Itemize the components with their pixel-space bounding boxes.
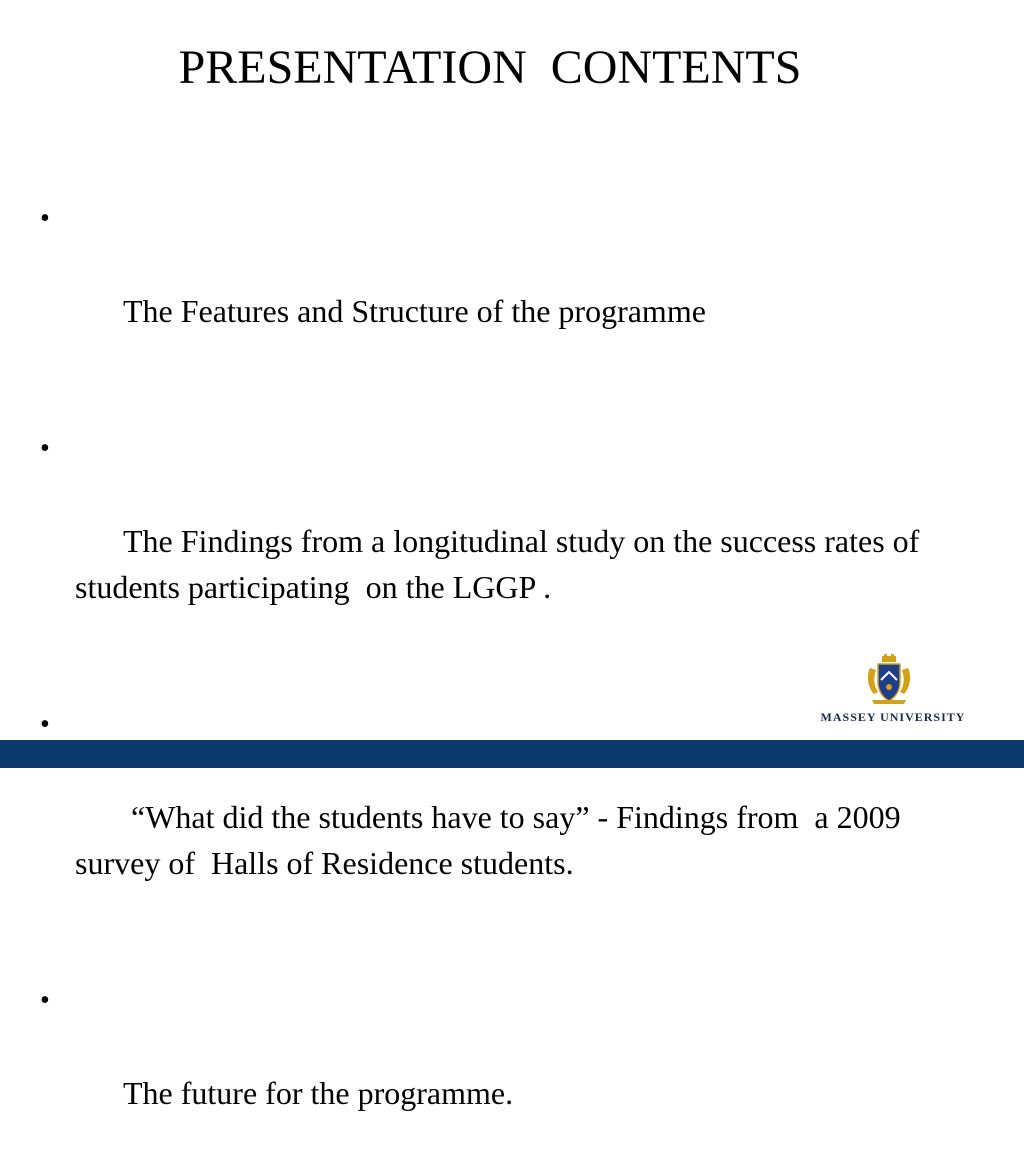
bullet-item-4 — [40, 978, 970, 1162]
bullet-text: The Findings from a longitudinal study on the success rates of students participating on the LGGP . — [75, 523, 936, 605]
logo-wordmark: MASSEY UNIVERSITY — [820, 710, 966, 724]
bullet-item-1 — [40, 196, 970, 380]
footer-bar — [0, 740, 1024, 768]
bullet-text: “What did the students have to say” - Findings from a 2009 survey of Halls of Residence students. — [75, 799, 909, 881]
bullet-text: The Features and Structure of the programme — [123, 293, 706, 329]
bullet-item-3 — [40, 702, 970, 932]
bullet-icon: • — [40, 433, 50, 464]
bullet-item-2 — [40, 426, 970, 656]
bullet-text: The future for the programme. — [123, 1075, 514, 1111]
university-crest-icon — [864, 654, 914, 706]
massey-university-logo — [808, 654, 978, 728]
slide-title: PRESENTATION CONTENTS — [178, 41, 802, 94]
bullet-icon: • — [40, 985, 50, 1016]
bullet-icon: • — [40, 709, 50, 740]
bullet-icon: • — [40, 203, 50, 234]
